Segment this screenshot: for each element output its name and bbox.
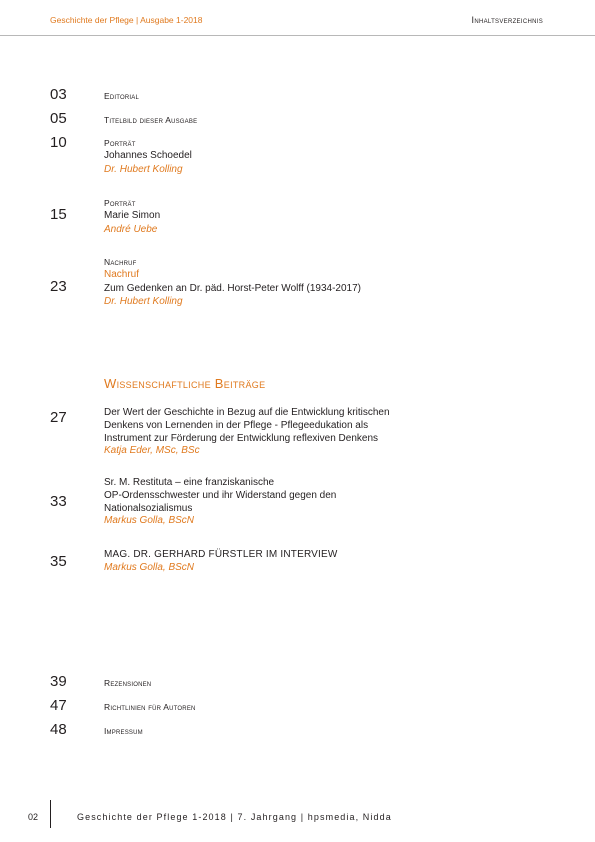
toc-author-portraet-2: André Uebe (104, 224, 158, 235)
toc-label-rezensionen[interactable]: Rezensionen (104, 678, 152, 688)
toc-author-article-33: Markus Golla, BScN (104, 515, 195, 526)
toc-author-nachruf: Dr. Hubert Kolling (104, 296, 183, 307)
toc-page-article-33: 33 (50, 493, 67, 510)
toc-author-article-35: Markus Golla, BScN (104, 562, 195, 573)
footer-divider (50, 800, 51, 828)
toc-title-article-35[interactable]: MAG. DR. GERHARD FÜRSTLER IM INTERVIEW (104, 549, 338, 560)
toc-title-article-33-line2[interactable]: OP-Ordensschwester und ihr Widerstand gegen den (104, 490, 337, 501)
toc-page-portraet-2: 15 (50, 206, 67, 223)
toc-category-portraet-1: Porträt (104, 138, 136, 148)
toc-title-nachruf[interactable]: Zum Gedenken an Dr. päd. Horst-Peter Wolff (1934-2017) (104, 283, 361, 294)
toc-title-article-27-line2[interactable]: Denkens von Lernenden in der Pflege - Pflegeedukation als (104, 420, 369, 431)
toc-label-titelbild[interactable]: Titelbild dieser Ausgabe (104, 115, 198, 125)
footer-page-number: 02 (28, 812, 39, 822)
toc-page-article-27: 27 (50, 409, 67, 426)
running-header-right: Inhaltsverzeichnis (471, 15, 543, 25)
toc-page-rezensionen: 39 (50, 673, 67, 690)
section-heading: Wissenschaftliche Beiträge (104, 376, 266, 391)
toc-page-portraet-1: 10 (50, 134, 67, 151)
toc-subcategory-nachruf: Nachruf (104, 269, 140, 280)
toc-title-article-33-line3[interactable]: Nationalsozialismus (104, 503, 193, 514)
toc-page-richtlinien: 47 (50, 697, 67, 714)
toc-category-portraet-2: Porträt (104, 198, 136, 208)
toc-title-portraet-1[interactable]: Johannes Schoedel (104, 150, 192, 161)
toc-title-article-27-line1[interactable]: Der Wert der Geschichte in Bezug auf die Entwicklung kritischen (104, 407, 390, 418)
toc-label-editorial[interactable]: Editorial (104, 91, 140, 101)
toc-label-impressum[interactable]: Impressum (104, 726, 143, 736)
toc-title-portraet-2[interactable]: Marie Simon (104, 210, 161, 221)
toc-label-richtlinien[interactable]: Richtlinien für Autoren (104, 702, 196, 712)
toc-page-impressum: 48 (50, 721, 67, 738)
toc-page-editorial: 03 (50, 86, 67, 103)
toc-author-article-27: Katja Eder, MSc, BSc (104, 445, 200, 456)
running-header-left: Geschichte der Pflege | Ausgabe 1-2018 (50, 15, 203, 25)
footer-text: Geschichte der Pflege 1-2018 | 7. Jahrgang | hpsmedia, Nidda (77, 812, 392, 822)
toc-category-nachruf: Nachruf (104, 257, 137, 267)
header-rule (0, 35, 595, 36)
toc-author-portraet-1: Dr. Hubert Kolling (104, 164, 183, 175)
toc-page-nachruf: 23 (50, 278, 67, 295)
toc-title-article-33-line1[interactable]: Sr. M. Restituta – eine franziskanische (104, 477, 275, 488)
toc-page-titelbild: 05 (50, 110, 67, 127)
toc-title-article-27-line3[interactable]: Instrument zur Förderung der Entwicklung reflexiven Denkens (104, 433, 379, 444)
toc-page-article-35: 35 (50, 553, 67, 570)
